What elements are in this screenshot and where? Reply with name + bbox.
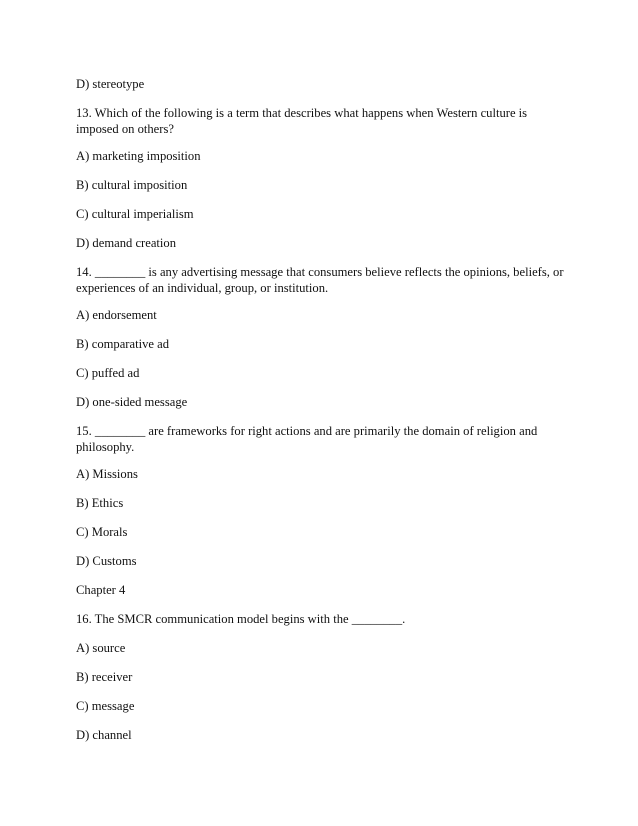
question-14-text-line-1: 14. ________ is any advertising message that consumers believe reflects the opinions, beliefs, or bbox=[76, 265, 564, 279]
question-15-text-line-1: 15. ________ are frameworks for right actions and are primarily the domain of religion and bbox=[76, 424, 538, 438]
question-14-text-line-2: experiences of an individual, group, or institution. bbox=[76, 281, 329, 295]
prev-question-option-d: D) stereotype bbox=[76, 77, 145, 91]
question-15-text-line-2: philosophy. bbox=[76, 440, 135, 454]
question-15-option-c: C) Morals bbox=[76, 525, 128, 539]
question-15-option-b: B) Ethics bbox=[76, 496, 124, 510]
question-15-option-a: A) Missions bbox=[76, 467, 138, 481]
question-13-option-b: B) cultural imposition bbox=[76, 178, 188, 192]
question-16-option-b: B) receiver bbox=[76, 670, 133, 684]
question-14-option-d: D) one-sided message bbox=[76, 395, 188, 409]
question-13-text-line-1: 13. Which of the following is a term that describes what happens when Western culture is bbox=[76, 106, 528, 120]
question-14-option-c: C) puffed ad bbox=[76, 366, 140, 380]
chapter-heading: Chapter 4 bbox=[76, 583, 126, 597]
question-15-option-d: D) Customs bbox=[76, 554, 137, 568]
question-14-option-b: B) comparative ad bbox=[76, 337, 170, 351]
question-16-option-d: D) channel bbox=[76, 728, 132, 742]
question-13-option-d: D) demand creation bbox=[76, 236, 177, 250]
question-13-text-line-2: imposed on others? bbox=[76, 122, 174, 136]
question-14-option-a: A) endorsement bbox=[76, 308, 157, 322]
question-16-option-c: C) message bbox=[76, 699, 135, 713]
question-13-option-c: C) cultural imperialism bbox=[76, 207, 194, 221]
question-13-option-a: A) marketing imposition bbox=[76, 149, 201, 163]
question-16-text: 16. The SMCR communication model begins with the ________. bbox=[76, 612, 406, 626]
question-16-option-a: A) source bbox=[76, 641, 126, 655]
